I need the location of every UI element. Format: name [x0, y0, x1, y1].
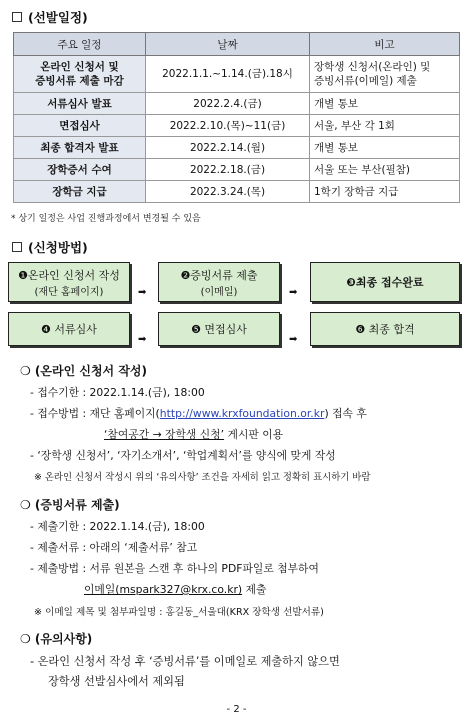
flow-step-interview	[158, 312, 280, 346]
docs-method: - 제출방법 : 서류 원본을 스캔 후 하나의 PDF파일로 첨부하여	[30, 562, 319, 575]
flow-step-label: ❶온라인 신청서 작성	[18, 268, 120, 282]
table-row	[14, 115, 460, 137]
flow-step-document-review	[8, 312, 130, 346]
documents-title: ❍ (증빙서류 제출)	[20, 498, 120, 512]
column-header: 비고	[310, 33, 460, 56]
schedule-note: 서울, 부산 각 1회	[310, 115, 460, 137]
caution-line-1: - 온라인 신청서 작성 후 ‘증빙서류’를 이메일로 제출하지 않으면	[30, 655, 340, 668]
flow-step-label: ❸최종 접수완료	[346, 276, 424, 289]
section-heading-schedule	[12, 8, 88, 26]
table-row	[14, 137, 460, 159]
checkbox-square-icon	[12, 12, 22, 22]
flow-step-document-submission	[158, 262, 280, 302]
schedule-date: 2022.2.18.(금)	[146, 159, 310, 181]
column-header: 주요 일정	[14, 33, 146, 56]
docs-email	[84, 582, 266, 597]
method-text: - 접수방법 : 재단 홈페이지(	[30, 407, 160, 420]
caution-line-2: 장학생 선발심사에서 제외됨	[48, 675, 185, 688]
schedule-item: 장학증서 수여	[14, 159, 146, 181]
schedule-footnote: * 상기 일정은 사업 진행과정에서 변경될 수 있음	[11, 214, 201, 224]
flow-step-sublabel: (이메일)	[200, 286, 238, 298]
table-row	[14, 181, 460, 203]
schedule-date: 2022.1.1.~1.14.(금).18시	[146, 56, 310, 93]
checkbox-square-icon	[12, 242, 22, 252]
flow-step-label: ❻ 최종 합격	[355, 323, 415, 336]
schedule-note: 서울 또는 부산(필참)	[310, 159, 460, 181]
docs-deadline: - 제출기한 : 2022.1.14.(금), 18:00	[30, 520, 205, 533]
schedule-note: 개별 통보	[310, 137, 460, 159]
page-number: - 2 -	[226, 704, 247, 715]
schedule-item: 서류심사 발표	[14, 93, 146, 115]
schedule-date: 2022.3.24.(목)	[146, 181, 310, 203]
flow-step-sublabel: (재단 홈페이지)	[34, 286, 104, 298]
column-header: 날짜	[146, 33, 310, 56]
table-row	[14, 93, 460, 115]
arrow-right-icon: ➡	[289, 287, 298, 298]
online-warning: ※ 온라인 신청서 작성시 위의 ‘유의사항’ 조건을 자세히 읽고 정확히 표시하기 바람	[34, 472, 371, 483]
docs-list: - 제출서류 : 아래의 ‘제출서류’ 참고	[30, 541, 198, 554]
flow-step-final-pass	[310, 312, 460, 346]
docs-email-note: ※ 이메일 제목 및 첨부파일명 : 홍길동_서울대(KRX 장학생 선발서류)	[34, 607, 324, 618]
table-row	[14, 159, 460, 181]
schedule-item: 장학금 지급	[14, 181, 146, 203]
flow-step-online-application	[8, 262, 130, 302]
schedule-table	[13, 32, 460, 203]
online-forms: - ‘장학생 신청서’, ‘자기소개서’, ‘학업계획서’를 양식에 맞게 작성	[30, 449, 336, 462]
schedule-item: 면접심사	[14, 115, 146, 137]
foundation-homepage-link[interactable]: http://www.krxfoundation.or.kr	[159, 407, 325, 420]
arrow-right-icon: ➡	[138, 287, 147, 298]
method-text: ) 접속 후	[324, 407, 367, 420]
flow-step-final-receipt	[310, 262, 460, 302]
schedule-note: 1학기 장학금 지급	[310, 181, 460, 203]
table-header-row	[14, 33, 460, 56]
flow-step-label: ❷증빙서류 제출	[180, 268, 258, 282]
schedule-date: 2022.2.14.(월)	[146, 137, 310, 159]
arrow-right-icon: ➡	[138, 334, 147, 345]
schedule-date: 2022.2.4.(금)	[146, 93, 310, 115]
email-text: 제출	[242, 583, 267, 596]
online-deadline: - 접수기한 : 2022.1.14.(금), 18:00	[30, 386, 205, 399]
submission-email-link[interactable]: 이메일(mspark327@krx.co.kr)	[84, 583, 243, 596]
schedule-item: 최종 합격자 발표	[14, 137, 146, 159]
online-board	[104, 427, 283, 442]
caution-title: ❍ (유의사항)	[20, 632, 93, 646]
schedule-date: 2022.2.10.(목)~11(금)	[146, 115, 310, 137]
section-title: (신청방법)	[28, 240, 88, 255]
section-heading-application	[12, 238, 88, 256]
flow-step-label: ❹ 서류심사	[41, 323, 97, 336]
flow-step-label: ❺ 면접심사	[191, 323, 247, 336]
online-application-title: ❍ (온라인 신청서 작성)	[20, 364, 147, 378]
board-text: 게시판 이용	[224, 428, 284, 441]
section-title: (선발일정)	[28, 10, 88, 25]
schedule-item: 온라인 신청서 및 증빙서류 제출 마감	[14, 56, 146, 93]
arrow-right-icon: ➡	[289, 334, 298, 345]
schedule-note: 개별 통보	[310, 93, 460, 115]
schedule-note: 장학생 신청서(온라인) 및 증빙서류(이메일) 제출	[310, 56, 460, 93]
board-name: ‘참여공간 → 장학생 신청’	[104, 428, 225, 441]
table-row	[14, 56, 460, 93]
online-method	[30, 406, 367, 421]
